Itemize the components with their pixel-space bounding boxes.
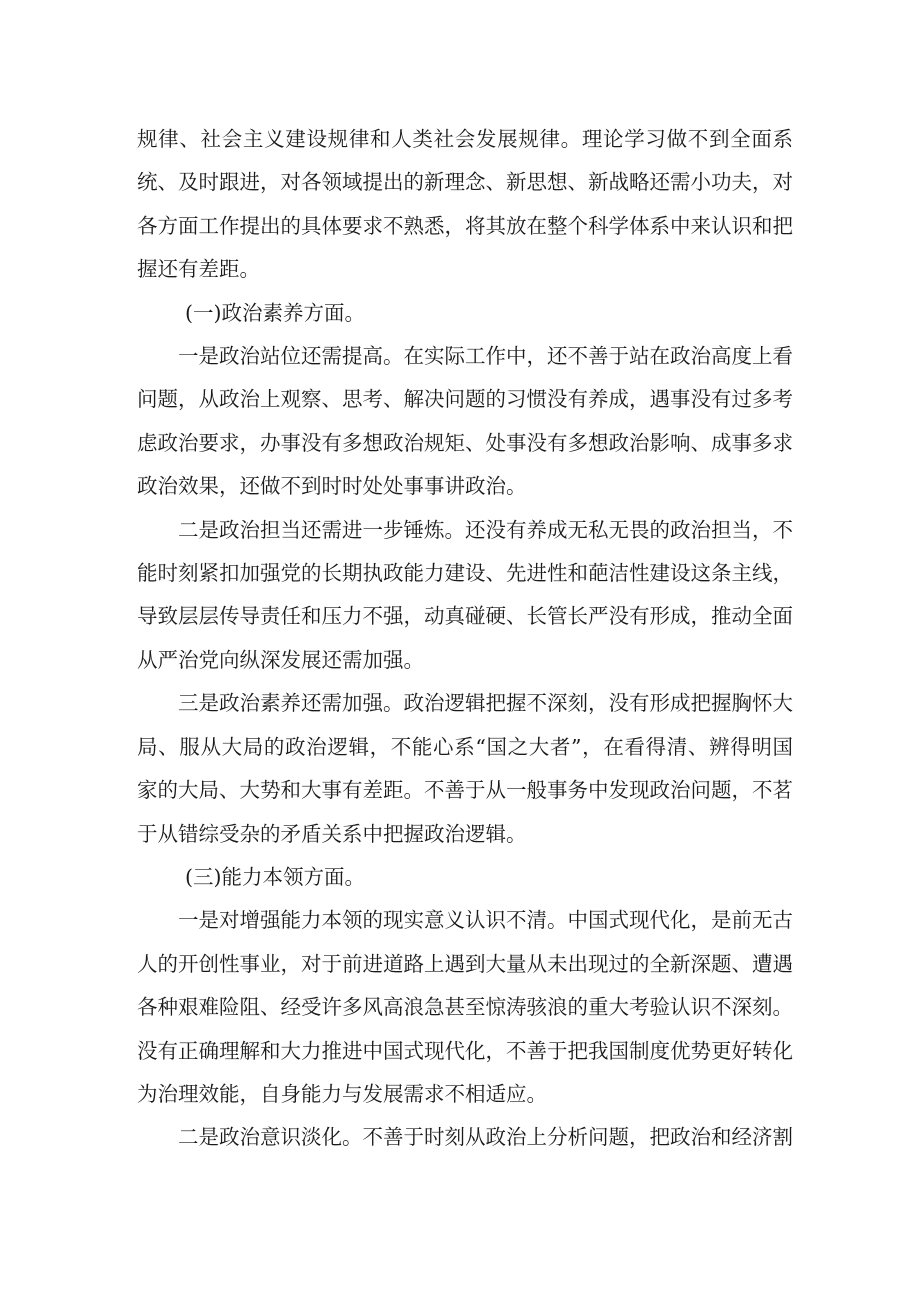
section-heading-political-literacy: (一)政治素养方面。 <box>185 300 365 325</box>
paragraph-political-quality: 三是政治素养还需加强。政治逻辑把握不深刻，没有形成把握胸怀大局、服从大局的政治逻辑，不能心系“国之大者”，在看得清、辨得明国家的大局、大势和大事有差距。不善于从一般事务中发现政治问题，不茗于从错综受杂的矛盾关系中把握政治逻辑。 <box>137 691 793 846</box>
paragraph-political-responsibility: 二是政治担当还需进一步锤炼。还没有养成无私无畏的政治担当，不能时刻紧扣加强党的长期执政能力建设、先进性和葩洁性建设这条主线，导致层层传导责任和压力不强，动真碰硬、长管长严没有形成，推动全面从严治党向纵深发展还需加强。 <box>137 517 793 672</box>
paragraph-ability-awareness: 一是对增强能力本领的现实意义认识不清。中国式现代化，是前无古人的开创性事业，对于前进道路上遇到大量从未出现过的全新深题、遭遇各种艰难险阻、经受许多风高浪急甚至惊涛骇浪的重大考验认识不深刻。没有正确理解和大力推进中国式现代化，不善于把我国制度优势更好转化为治理效能，自身能力与发展需求不相适应。 <box>137 908 793 1106</box>
paragraph-continuation: 规律、社会主义建设规律和人类社会发展规律。理论学习做不到全面系统、及时跟进，对各领域提出的新理念、新思想、新战略还需小功夫，对各方面工作提出的具体要求不熟悉，将其放在整个科学体系中来认识和把握还有差距。 <box>137 127 793 282</box>
paragraph-political-awareness: 二是政治意识淡化。不善于时刻从政治上分析问题，把政治和经济割 <box>178 1125 793 1150</box>
paragraph-political-standing: 一是政治站位还需提高。在实际工作中，还不善于站在政治高度上看问题，从政治上观察、思考、解决问题的习惯没有养成，遇事没有过多考虑政治要求，办事没有多想政治规矩、处事没有多想政治影响、成事多求政治效果，还做不到时时处处事事讲政治。 <box>137 344 793 499</box>
document-body <box>137 118 793 1160</box>
section-heading-ability: (三)能力本领方面。 <box>185 864 365 889</box>
